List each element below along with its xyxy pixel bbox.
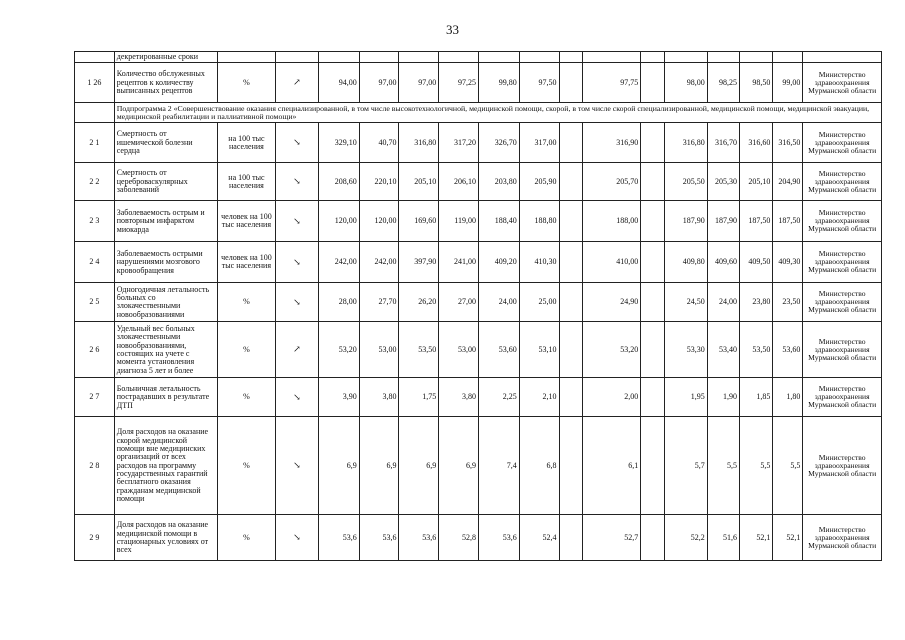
value-cell: 23,50 (773, 283, 803, 322)
value-cell: 52,4 (519, 515, 559, 561)
page-number: 33 (446, 22, 459, 37)
value-cell: 187,50 (740, 201, 773, 242)
value-cell: 397,90 (399, 242, 439, 283)
value-cell: 1,85 (740, 378, 773, 417)
value-cell: 51,6 (707, 515, 739, 561)
value-cell: 5,5 (740, 417, 773, 515)
value-cell: 99,80 (478, 63, 519, 103)
value-cell: 52,1 (740, 515, 773, 561)
value-cell: 3,90 (318, 378, 359, 417)
value-cell: 99,00 (773, 63, 803, 103)
value-cell: 316,90 (583, 123, 641, 163)
value-cell: 23,80 (740, 283, 773, 322)
value-cell: 3,80 (439, 378, 479, 417)
value-cell: 188,80 (519, 201, 559, 242)
unit-cell: человек на 100 тыс населения (217, 201, 275, 242)
value-cell: 120,00 (359, 201, 399, 242)
indicator-name-cell: Заболеваемость острым и повторным инфарктом миокарда (114, 201, 217, 242)
value-cell: 5,5 (707, 417, 739, 515)
value-cell: 1,75 (399, 378, 439, 417)
indicators-table (74, 51, 882, 561)
value-cell: 97,25 (439, 63, 479, 103)
empty-cell (641, 201, 665, 242)
unit-cell: % (217, 322, 275, 378)
value-cell: 2,25 (478, 378, 519, 417)
value-cell: 188,00 (583, 201, 641, 242)
value-cell: 52,1 (773, 515, 803, 561)
empty-cell (773, 52, 803, 63)
value-cell: 27,70 (359, 283, 399, 322)
value-cell: 97,50 (519, 63, 559, 103)
value-cell: 241,00 (439, 242, 479, 283)
table-row (75, 322, 882, 378)
arrow-up-right-icon: ↗ (275, 63, 318, 103)
row-number-cell: 2 1 (75, 123, 115, 163)
value-cell: 187,90 (664, 201, 707, 242)
row-number-cell: 2 8 (75, 417, 115, 515)
value-cell: 187,90 (707, 201, 739, 242)
value-cell: 206,10 (439, 163, 479, 201)
value-cell: 40,70 (359, 123, 399, 163)
value-cell: 205,10 (399, 163, 439, 201)
responsible-org-cell: Министерство здравоохранения Мурманской области (803, 322, 882, 378)
unit-cell: % (217, 378, 275, 417)
value-cell: 98,25 (707, 63, 739, 103)
value-cell: 1,95 (664, 378, 707, 417)
row-number-cell (75, 103, 115, 123)
value-cell: 220,10 (359, 163, 399, 201)
table-row (75, 283, 882, 322)
value-cell: 52,8 (439, 515, 479, 561)
indicator-name-cell: Смертность от ишемической болезни сердца (114, 123, 217, 163)
value-cell: 208,60 (318, 163, 359, 201)
value-cell: 205,30 (707, 163, 739, 201)
empty-cell (559, 52, 583, 63)
unit-cell: на 100 тыс населения (217, 163, 275, 201)
value-cell: 3,80 (359, 378, 399, 417)
responsible-org-cell: Министерство здравоохранения Мурманской области (803, 283, 882, 322)
value-cell: 53,20 (318, 322, 359, 378)
responsible-org-cell: Министерство здравоохранения Мурманской области (803, 63, 882, 103)
value-cell: 409,50 (740, 242, 773, 283)
table-row-continuation (75, 52, 882, 63)
empty-cell (641, 242, 665, 283)
value-cell: 6,9 (318, 417, 359, 515)
empty-cell (559, 123, 583, 163)
arrow-down-right-icon: ↘ (275, 378, 318, 417)
table-row (75, 201, 882, 242)
value-cell: 52,7 (583, 515, 641, 561)
row-number-cell: 2 7 (75, 378, 115, 417)
table-row (75, 123, 882, 163)
value-cell: 316,60 (740, 123, 773, 163)
arrow-up-right-icon: ↗ (275, 322, 318, 378)
value-cell: 53,40 (707, 322, 739, 378)
value-cell: 316,70 (707, 123, 739, 163)
value-cell: 53,6 (399, 515, 439, 561)
empty-cell (559, 63, 583, 103)
indicator-name-cell: Заболеваемость острыми нарушениями мозгового кровообращения (114, 242, 217, 283)
subprogram-title: Подпрограмма 2 «Совершенствование оказания специализированной, в том числе высокотехнологичной, медицинской помощи, скорой, в том числе скорой специализированной, медицинской помощи, медицинской эвакуации, медицинской реабилитации и паллиативной помощи» (114, 103, 881, 123)
table-row (75, 242, 882, 283)
indicator-name-cell: Доля расходов на оказание медицинской помощи в стационарных условиях от всех (114, 515, 217, 561)
empty-cell (559, 515, 583, 561)
empty-cell (559, 283, 583, 322)
value-cell: 205,90 (519, 163, 559, 201)
value-cell: 26,20 (399, 283, 439, 322)
value-cell: 98,50 (740, 63, 773, 103)
empty-cell (641, 163, 665, 201)
empty-cell (399, 52, 439, 63)
value-cell: 24,00 (478, 283, 519, 322)
empty-cell (275, 52, 318, 63)
value-cell: 27,00 (439, 283, 479, 322)
value-cell: 53,20 (583, 322, 641, 378)
indicator-name-cell: декретированные сроки (114, 52, 217, 63)
responsible-org-cell: Министерство здравоохранения Мурманской области (803, 242, 882, 283)
value-cell: 316,80 (399, 123, 439, 163)
value-cell: 6,9 (439, 417, 479, 515)
empty-cell (641, 283, 665, 322)
value-cell: 5,5 (773, 417, 803, 515)
value-cell: 409,80 (664, 242, 707, 283)
row-number-cell: 2 9 (75, 515, 115, 561)
empty-cell (583, 52, 641, 63)
unit-cell: на 100 тыс населения (217, 123, 275, 163)
subprogram-header-row (75, 103, 882, 123)
table-row (75, 417, 882, 515)
arrow-down-right-icon: ↘ (275, 163, 318, 201)
value-cell: 205,70 (583, 163, 641, 201)
value-cell: 97,00 (359, 63, 399, 103)
arrow-down-right-icon: ↘ (275, 283, 318, 322)
unit-cell: % (217, 515, 275, 561)
empty-cell (559, 242, 583, 283)
arrow-down-right-icon: ↘ (275, 515, 318, 561)
value-cell: 25,00 (519, 283, 559, 322)
empty-cell (740, 52, 773, 63)
arrow-down-right-icon: ↘ (275, 123, 318, 163)
value-cell: 53,6 (478, 515, 519, 561)
value-cell: 53,00 (439, 322, 479, 378)
value-cell: 1,90 (707, 378, 739, 417)
empty-cell (641, 52, 665, 63)
value-cell: 409,60 (707, 242, 739, 283)
empty-cell (641, 378, 665, 417)
table-row (75, 63, 882, 103)
empty-cell (559, 163, 583, 201)
value-cell: 28,00 (318, 283, 359, 322)
value-cell: 409,20 (478, 242, 519, 283)
empty-cell (559, 417, 583, 515)
value-cell: 5,7 (664, 417, 707, 515)
empty-cell (641, 322, 665, 378)
indicator-name-cell: Больничная летальность пострадавших в результате ДТП (114, 378, 217, 417)
indicator-name-cell: Одногодичная летальность больных со злокачественными новообразованиями (114, 283, 217, 322)
value-cell: 53,00 (359, 322, 399, 378)
empty-cell (641, 63, 665, 103)
value-cell: 410,00 (583, 242, 641, 283)
row-number-cell: 2 4 (75, 242, 115, 283)
value-cell: 53,60 (478, 322, 519, 378)
value-cell: 24,00 (707, 283, 739, 322)
arrow-down-right-icon: ↘ (275, 242, 318, 283)
value-cell: 410,30 (519, 242, 559, 283)
value-cell: 24,50 (664, 283, 707, 322)
value-cell: 188,40 (478, 201, 519, 242)
value-cell: 6,9 (399, 417, 439, 515)
empty-cell (559, 201, 583, 242)
value-cell: 120,00 (318, 201, 359, 242)
value-cell: 53,10 (519, 322, 559, 378)
value-cell: 2,00 (583, 378, 641, 417)
empty-cell (803, 52, 882, 63)
responsible-org-cell: Министерство здравоохранения Мурманской области (803, 515, 882, 561)
empty-cell (641, 123, 665, 163)
value-cell: 24,90 (583, 283, 641, 322)
indicator-name-cell: Доля расходов на оказание скорой медицинской помощи вне медицинских организаций от всех расходов на программу государственных гарантий бесплатного оказания гражданам медицинской помощи (114, 417, 217, 515)
indicator-name-cell: Смертность от цереброваскулярных заболеваний (114, 163, 217, 201)
empty-cell (217, 52, 275, 63)
indicator-name-cell: Удельный вес больных злокачественными новообразованиями, состоящих на учете с момента установления диагноза 5 лет и более (114, 322, 217, 378)
value-cell: 53,6 (318, 515, 359, 561)
unit-cell: % (217, 417, 275, 515)
value-cell: 204,90 (773, 163, 803, 201)
value-cell: 6,9 (359, 417, 399, 515)
value-cell: 409,30 (773, 242, 803, 283)
empty-cell (641, 515, 665, 561)
row-number-cell: 2 5 (75, 283, 115, 322)
value-cell: 98,00 (664, 63, 707, 103)
empty-cell (318, 52, 359, 63)
value-cell: 97,00 (399, 63, 439, 103)
table-row (75, 515, 882, 561)
value-cell: 316,80 (664, 123, 707, 163)
empty-cell (664, 52, 707, 63)
value-cell: 205,10 (740, 163, 773, 201)
arrow-down-right-icon: ↘ (275, 417, 318, 515)
responsible-org-cell: Министерство здравоохранения Мурманской области (803, 417, 882, 515)
empty-cell (359, 52, 399, 63)
row-number-cell: 2 2 (75, 163, 115, 201)
value-cell: 326,70 (478, 123, 519, 163)
row-number-cell (75, 52, 115, 63)
row-number-cell: 1 26 (75, 63, 115, 103)
value-cell: 52,2 (664, 515, 707, 561)
empty-cell (559, 378, 583, 417)
row-number-cell: 2 6 (75, 322, 115, 378)
responsible-org-cell: Министерство здравоохранения Мурманской области (803, 201, 882, 242)
value-cell: 242,00 (359, 242, 399, 283)
value-cell: 119,00 (439, 201, 479, 242)
value-cell: 97,75 (583, 63, 641, 103)
value-cell: 53,60 (773, 322, 803, 378)
empty-cell (519, 52, 559, 63)
value-cell: 94,00 (318, 63, 359, 103)
value-cell: 205,50 (664, 163, 707, 201)
empty-cell (707, 52, 739, 63)
value-cell: 317,00 (519, 123, 559, 163)
value-cell: 6,1 (583, 417, 641, 515)
responsible-org-cell: Министерство здравоохранения Мурманской области (803, 123, 882, 163)
value-cell: 53,50 (740, 322, 773, 378)
value-cell: 317,20 (439, 123, 479, 163)
arrow-down-right-icon: ↘ (275, 201, 318, 242)
value-cell: 1,80 (773, 378, 803, 417)
unit-cell: % (217, 283, 275, 322)
unit-cell: человек на 100 тыс населения (217, 242, 275, 283)
value-cell: 169,60 (399, 201, 439, 242)
value-cell: 6,8 (519, 417, 559, 515)
value-cell: 53,50 (399, 322, 439, 378)
empty-cell (641, 417, 665, 515)
empty-cell (439, 52, 479, 63)
responsible-org-cell: Министерство здравоохранения Мурманской области (803, 163, 882, 201)
value-cell: 53,30 (664, 322, 707, 378)
value-cell: 2,10 (519, 378, 559, 417)
value-cell: 53,6 (359, 515, 399, 561)
value-cell: 316,50 (773, 123, 803, 163)
value-cell: 7,4 (478, 417, 519, 515)
value-cell: 329,10 (318, 123, 359, 163)
value-cell: 187,50 (773, 201, 803, 242)
empty-cell (559, 322, 583, 378)
empty-cell (478, 52, 519, 63)
value-cell: 203,80 (478, 163, 519, 201)
unit-cell: % (217, 63, 275, 103)
indicator-name-cell: Количество обслуженных рецептов к количеству выписанных рецептов (114, 63, 217, 103)
row-number-cell: 2 3 (75, 201, 115, 242)
responsible-org-cell: Министерство здравоохранения Мурманской области (803, 378, 882, 417)
value-cell: 242,00 (318, 242, 359, 283)
table-row (75, 378, 882, 417)
table-row (75, 163, 882, 201)
